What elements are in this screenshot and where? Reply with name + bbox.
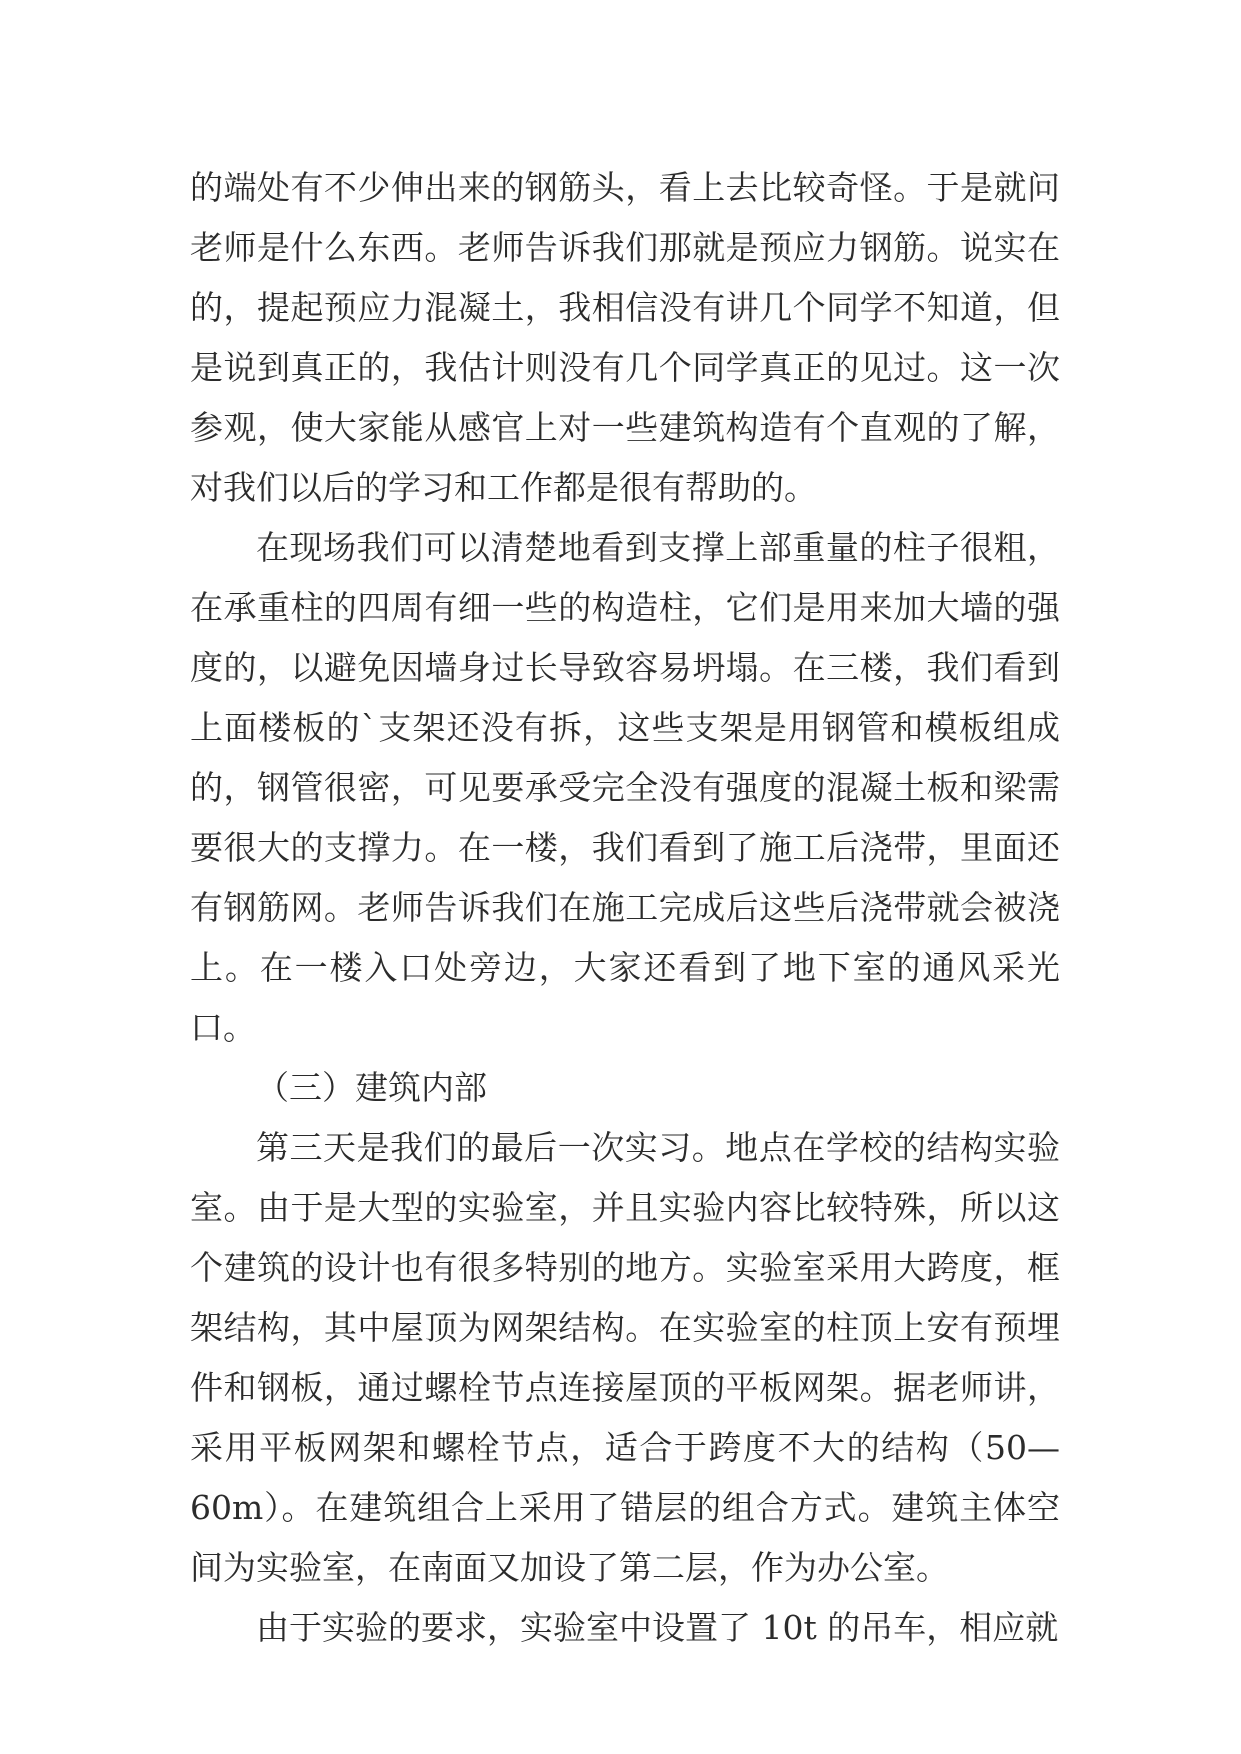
body-text bbox=[190, 158, 1060, 1658]
paragraph-crane: 由于实验的要求，实验室中设置了 10t 的吊车，相应就 bbox=[256, 1608, 1059, 1647]
paragraph-structure-lab: 第三天是我们的最后一次实习。地点在学校的结构实验室。由于是大型的实验室，并且实验内容比较特殊，所以这个建筑的设计也有很多特别的地方。实验室采用大跨度，框架结构，其中屋顶为网架结构。在实验室的柱顶上安有预埋件和钢板，通过螺栓节点连接屋顶的平板网架。据老师讲，采用平板网架和螺栓节点，适合于跨度不大的结构（50—60m）。在建筑组合上采用了错层的组合方式。建筑主体空间为实验室，在南面又加设了第二层，作为办公室。 bbox=[190, 1128, 1060, 1587]
section-heading: （三）建筑内部 bbox=[256, 1068, 487, 1107]
paragraph-continuation: 的端处有不少伸出来的钢筋头，看上去比较奇怪。于是就问老师是什么东西。老师告诉我们那就是预应力钢筋。说实在的，提起预应力混凝土，我相信没有讲几个同学不知道，但是说到真正的，我估计则没有几个同学真正的见过。这一次参观，使大家能从感官上对一些建筑构造有个直观的了解，对我们以后的学习和工作都是很有帮助的。 bbox=[190, 168, 1060, 507]
paragraph-site-observation: 在现场我们可以清楚地看到支撑上部重量的柱子很粗，在承重柱的四周有细一些的构造柱，它们是用来加大墙的强度的，以避免因墙身过长导致容易坍塌。在三楼，我们看到上面楼板的`支架还没有拆，这些支架是用钢管和模板组成的，钢管很密，可见要承受完全没有强度的混凝土板和梁需要很大的支撑力。在一楼，我们看到了施工后浇带，里面还有钢筋网。老师告诉我们在施工完成后这些后浇带就会被浇上。在一楼入口处旁边，大家还看到了地下室的通风采光口。 bbox=[190, 528, 1060, 1047]
